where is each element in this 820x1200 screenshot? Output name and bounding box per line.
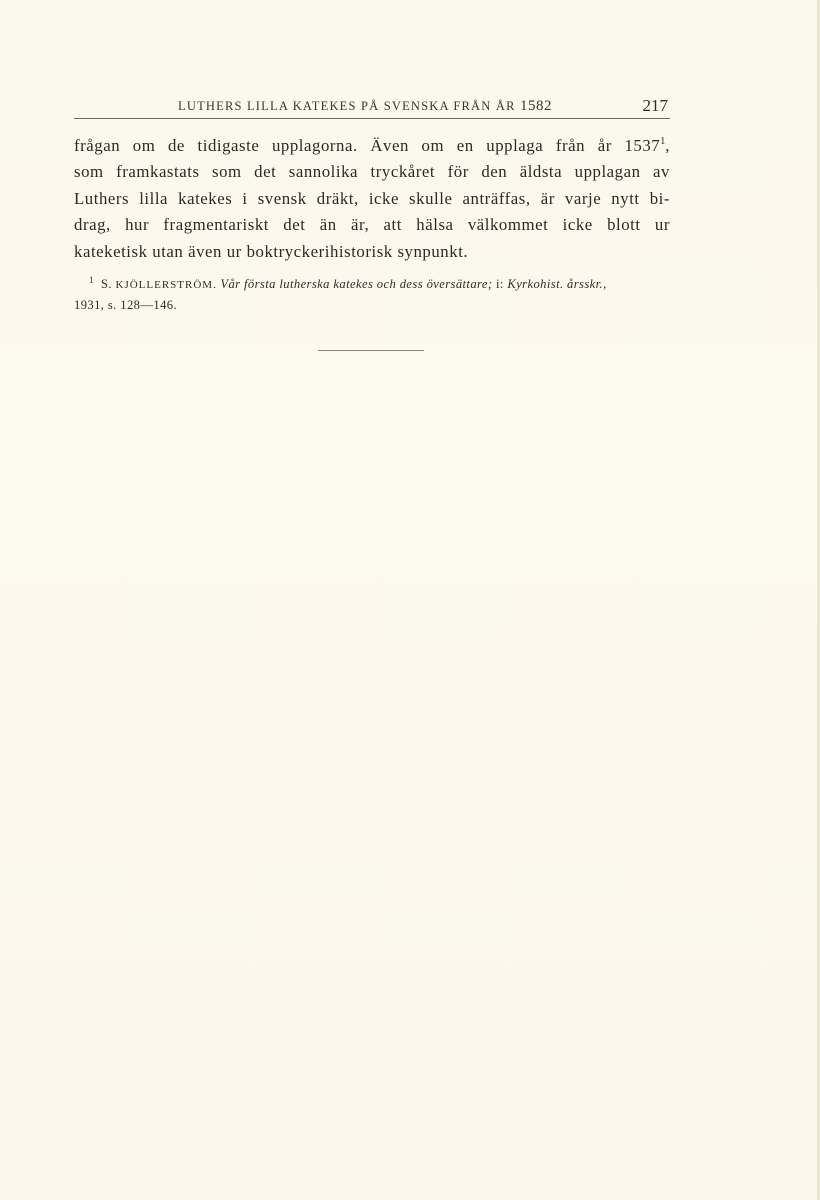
body-line-1: [74, 129, 670, 159]
body-line-5: kateketisk utan även ur boktryckerihistorisk synpunkt.: [74, 241, 469, 261]
body-paragraph: [74, 129, 670, 265]
footnote-title: Vår första lutherska katekes och dess översättare;: [220, 277, 493, 291]
body-line-3: Luthers lilla katekes i svensk dräkt, icke skulle anträffas, är varje nytt bi-: [74, 188, 670, 208]
footnote-author-name: KJÖLLERSTRÖM.: [115, 279, 217, 291]
running-head-year: 1582: [519, 98, 552, 114]
end-rule: [318, 350, 424, 351]
running-head-title-text: LUTHERS LILLA KATEKES PÅ SVENSKA FRÅN ÅR: [178, 99, 516, 113]
footnote-reference-comma: ,: [665, 136, 670, 155]
footnote-mark: 1: [89, 275, 94, 285]
page-number: 217: [642, 96, 668, 115]
footnote-line-2: 1931, s. 128—146.: [74, 298, 178, 312]
footnote: [74, 270, 670, 315]
footnote-reference[interactable]: 1: [660, 136, 666, 147]
footnote-in-label: i:: [496, 277, 504, 291]
footnote-author-initial: S.: [101, 277, 112, 291]
running-head-title: [178, 98, 552, 115]
body-line-1-text: frågan om de tidigaste upplagorna. Även om en upplaga från år 1537: [74, 136, 661, 155]
running-head: [74, 96, 670, 119]
footnote-line-1: [74, 270, 670, 295]
body-line-4: drag, hur fragmentariskt det än är, att hälsa välkommet icke blott ur: [74, 215, 670, 235]
footnote-journal: Kyrkohist. årsskr.,: [507, 277, 607, 291]
body-line-2: som framkastats som det sannolika tryckåret för den äldsta upplagan av: [74, 162, 670, 182]
